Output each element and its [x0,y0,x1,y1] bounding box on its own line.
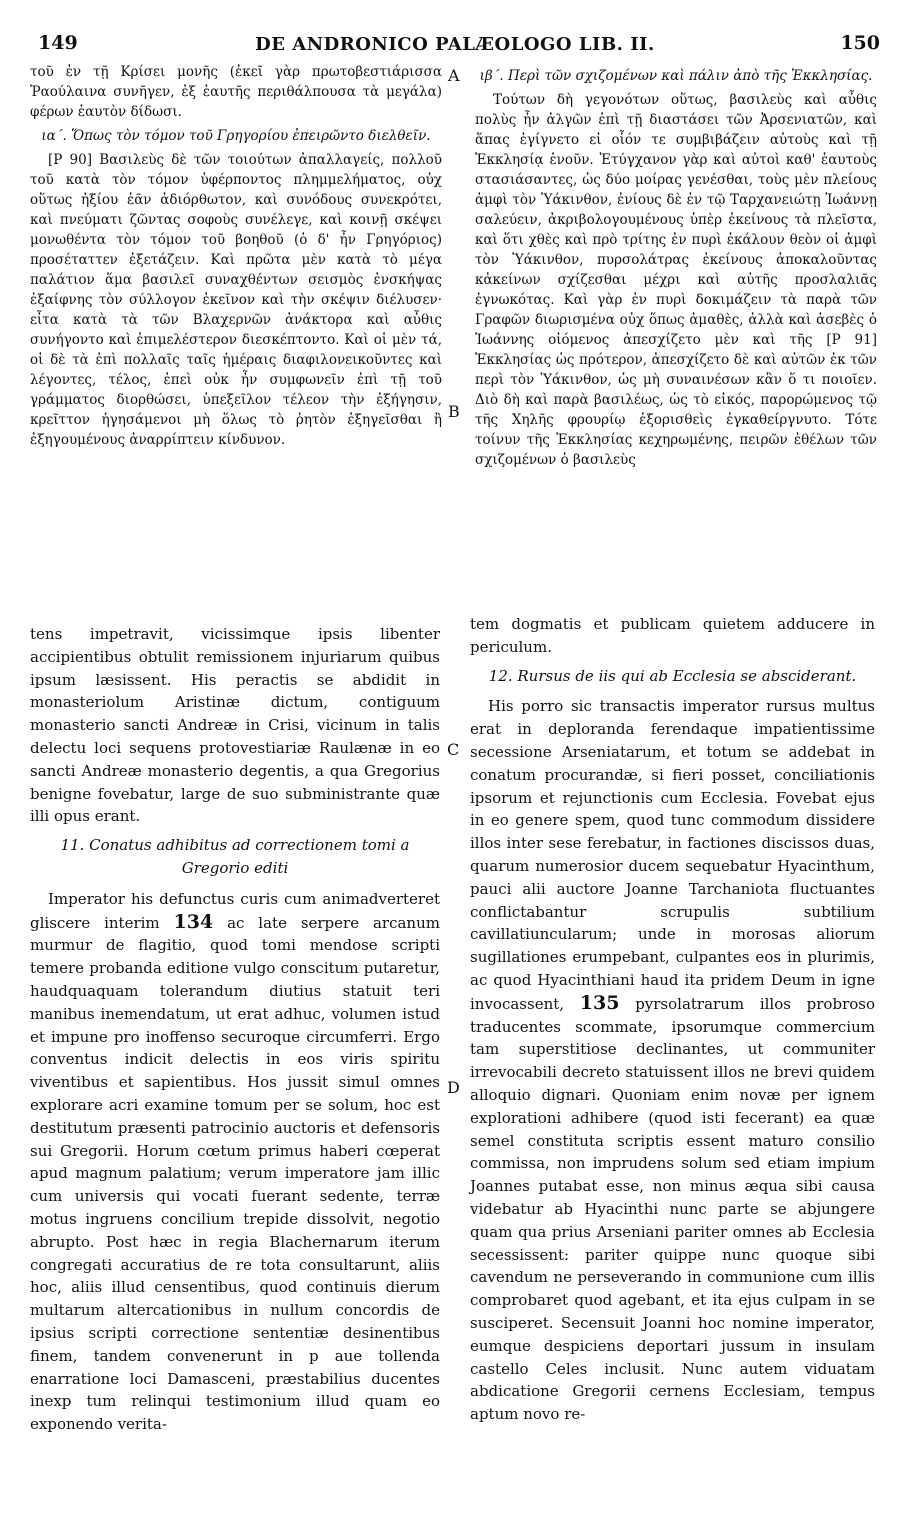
marginal-page-number-135: 135 [579,991,620,1014]
margin-letter-d: D [447,1078,460,1097]
running-title: DE ANDRONICO PALÆOLOGO LIB. II. [255,34,655,55]
latin-right-section-heading: 12. Rursus de iis qui ab Ecclesia se absciderant. [488,666,857,685]
latin-right-intro: tem dogmatis et publicam quietem adducere in periculum. [470,615,875,656]
latin-right-body-start: His porro sic transactis imperator rursus multus erat in deploranda ferendaque impatientissime secessione Arseniatarum, et totum se addebat in conatum procurandæ, si fieri posset, conciliationis ipsorum et rejunctionis cum Ecclesia. Fovebat ejus in eo genere spem, quod tunc commodum dissidere illos inter sese ferebatur, in factiones discissos duas, quarum numerosior ducem sequebatur Hyacinthum, pauci alii auctore Joanne Tarchaniota fluctuantes conflictabantur scrupulis subtilium cavillatiuncularum; unde in morosas aliorum sugillationes erumpebant, culpantes eos in plurimis, ac quod Hyacinthiani haud ita pridem Deum in igne invocassent, [470,697,875,1013]
latin-column-right [470,613,875,1426]
margin-letter-b: B [448,402,460,421]
latin-left-section-heading: 11. Conatus adhibitus ad correctionem tomi a Gregorio editi [60,836,410,877]
greek-right-section-heading: ιβ΄. Περὶ τῶν σχιζομένων καὶ πάλιν ἀπὸ τῆς Ἐκκλησίας. [479,68,873,84]
greek-right-body: Τούτων δὴ γεγονότων οὕτως, βασιλεὺς καὶ αὖθις πολὺς ἦν ἀλγῶν ἐπὶ τῇ διαστάσει τῶν Ἀρσενιατῶν, καὶ ἅπας ἐγίγνετο εἰ οἷόν τε συμβιβάζειν αὐτοὺς καὶ τῇ Ἐκκλησίᾳ ἑνοῦν. Ἐτύγχανον γὰρ καὶ αὐτοὶ καθ' ἑαυτοὺς στασιάσαντες, ὡς δύο μοίρας γενέσθαι, τοὺς μὲν πλείους ἀμφὶ τὸν Ὑάκινθον, ἐνίους δὲ ἐν τῷ Ταρχανειώτῃ Ἰωάννῃ σαλεύειν, ἀκριβολογουμένους ὑπὲρ ἐκείνους τὰ πλεῖστα, καὶ ὅτι χθὲς καὶ πρὸ τρίτης ἐν πυρὶ ἐκάλουν θεὸν οἱ ἀμφὶ τὸν Ὑάκινθον, πυρσολάτρας ἐκείνους ἀποκαλοῦντας κἀκείνων σχίζεσθαι μέχρι καὶ αὐτῆς προσλαλιᾶς ἐγνωκότας. Καὶ γὰρ ἐν πυρὶ δοκιμάζειν τὰ παρὰ τῶν Γραφῶν διωρισμένα οὐχ ὅπως ἀμαθὲς, ἀλλὰ καὶ ἀσεβὲς ὁ Ἰωάννης οἰόμενος ἀπεσχίζετο μὲν καὶ τῆς [P 91] Ἐκκλησίας ὡς πρότερον, ἀπεσχίζετο δὲ καὶ αὐτῶν ἐκ τῶν περὶ τὸν Ὑάκινθον, ὡς μὴ συναινέσων κἂν ὅ τι ποιοῖεν. Διὸ δὴ καὶ παρὰ βασιλέως, ὡς τὸ εἰκός, παρορώμενος τῷ τῆς Χηλῆς φρουρίῳ ἐξορισθεὶς ἐγκαθείργνυτο. Τότε τοίνυν τῆς Ἐκκλησίας κεχηρωμένης, πειρῶν ἐθέλων τῶν σχιζομένων ὁ βασιλεὺς [475,92,877,468]
latin-left-body [30,888,440,1436]
margin-letter-a: A [448,66,460,85]
page-header [30,32,880,58]
greek-column-right [475,62,877,470]
page-number-right: 150 [840,32,880,54]
greek-column-left [30,62,442,450]
margin-letter-c: C [447,740,460,759]
greek-left-section-heading: ια΄. Ὅπως τὸν τόμον τοῦ Γρηγορίου ἐπειρῶντο διελθεῖν. [41,128,431,144]
latin-left-body-start: Imperator his defunctus curis cum animadverteret gliscere interim [30,889,440,932]
latin-left-body-rest: ac late serpere arcanum murmur de flagitio, quod tomi mendose scripti temere probanda editione vulgo conscitum putaretur, haudquaquam tolerandum diutius statuit teri manibus inemendatum, ut erat adhuc, volumen istud et impune pro inoffenso securoque circumferri. Ergo conventus indicit delectis in eos viris spiritu viventibus et sapientibus. Hos jussit simul omnes explorare acri examine tomum per se solum, hoc est destitutum præsenti patrocinio auctoris et defensoris sui Gregorii. Horum cœtum primus haberi cœperat apud magnum palatium; verum imperatore jam illic cum universis qui vocati fuerant sedente, terræ motus ingruens concilium trepide dissolvit, negotio abrupto. Post hæc in regia Blachernarum iterum congregati accuratius de re tota consultarunt, aliis hoc, aliis illud censentibus, quod continuis dierum multarum altercationibus in nullum concordis de ipsius scripti correctione sententiæ desinentibus finem, tandem convenerunt in p aue tollenda enarratione loci Damasceni, præstabilius ducentes inexp tum relinqui testimonium illud quam eo exponendo verita- [30,913,440,1434]
latin-right-body-rest: pyrsolatrarum illos probroso traducentes scommate, ipsorumque commercium tam superstitiose declinantes, ut communiter irrevocabili decreto statuissent illos ne brevi quidem alloquio dignari. Quoniam enim novæ per ignem explorationi adhibere (quod isti fecerant) ea quæ semel constituta scriptis essent maturo consilio commissa, non imprudens solum sed etiam impium Joannes putabat esse, non minus æqua sibi causa videbatur ab Hyacinthi nunc parte se abjungere quam qua prius Arseniani pariter omnes ab Ecclesia secessissent: pariter quippe nunc quoque sibi cavendum ne perseverando in communione cum illis comprobaret quod agebant, et ita ejus culpam in se susciperet. Secensuit Joanni hoc nomine imperator, eumque despiciens deportari jussum in insulam castello Celes inclusit. Nunc autem viduatam abdicatione Gregorii cernens Ecclesiam, tempus aptum novo re- [470,994,875,1424]
latin-column-left [30,623,440,1436]
page-number-left: 149 [38,32,78,54]
greek-left-body: [P 90] Βασιλεὺς δὲ τῶν τοιούτων ἀπαλλαγείς, πολλοῦ τοῦ κατὰ τὸν τόμον ὑφέρποντος πλημμελήματος, οὐχ οὕτως ἠξίου ἐᾶν ἀδιόρθωτον, καὶ συνόδους συνεκρότει, καὶ πνεύματι ζῶντας σοφοὺς συνέλεγε, καὶ κοινῇ σκέψει μονωθέντα τὸν τόμον τοῦ βοηθοῦ (ὁ δ' ἦν Γρηγόριος) προσέταττεν ἐξετάζειν. Καὶ πρῶτα μὲν κατὰ τὸ μέγα παλάτιον ἅμα βασιλεῖ συναχθέντων σεισμὸς ἐνσκήψας ἐξαίφνης τὸν σύλλογον ἐκεῖνον καὶ τὴν σκέψιν διέλυσεν· εἶτα κατὰ τὰ τῶν Βλαχερνῶν ἀνάκτορα καὶ αὖθις συνήγοντο καὶ ἐπιμελέστερον διεσκέπτοντο. Καὶ οἱ μὲν τά, οἱ δὲ τὰ ἐπὶ πολλαῖς ταῖς ἡμέραις διαφιλονεικοῦντες καὶ λέγοντες, τέλος, ἐπεὶ οὐκ ἦν συμφωνεῖν ἐπὶ τῇ τοῦ γράμματος διορθώσει, ὑπεξεῖλον τέλεον τὴν ἐξήγησιν, κρεῖττον ἡγησάμενοι μὴ ὅλως τὸ ῥητὸν ἐξηγεῖσθαι ἢ ἐξηγουμένους ἀναρρίπτειν κίνδυνον. [30,152,442,448]
greek-left-intro: τοῦ ἐν τῇ Κρίσει μονῆς (ἐκεῖ γὰρ πρωτοβεστιάρισσα Ῥαούλαινα συνῆγεν, ἐξ ἑαυτῆς περιθάλπουσα τὰ μεγάλα) φέρων ἑαυτὸν δίδωσι. [30,64,442,120]
latin-left-intro: tens impetravit, vicissimque ipsis libenter accipientibus obtulit remissionem injuriarum quibus ipsum læsissent. His peractis se abdidit in monasteriolum Aristinæ dictum, contiguum monasterio sancti Andreæ in Crisi, vicinum in talis delectu loci sequens protovestiariæ Raulænæ in eo sancti Andreæ monasterio degentis, a qua Gregorius benigne fovebatur, large de suo subministrante quæ illi opus erant. [30,625,440,826]
latin-right-body [470,695,875,1426]
marginal-page-number-134: 134 [173,910,214,933]
